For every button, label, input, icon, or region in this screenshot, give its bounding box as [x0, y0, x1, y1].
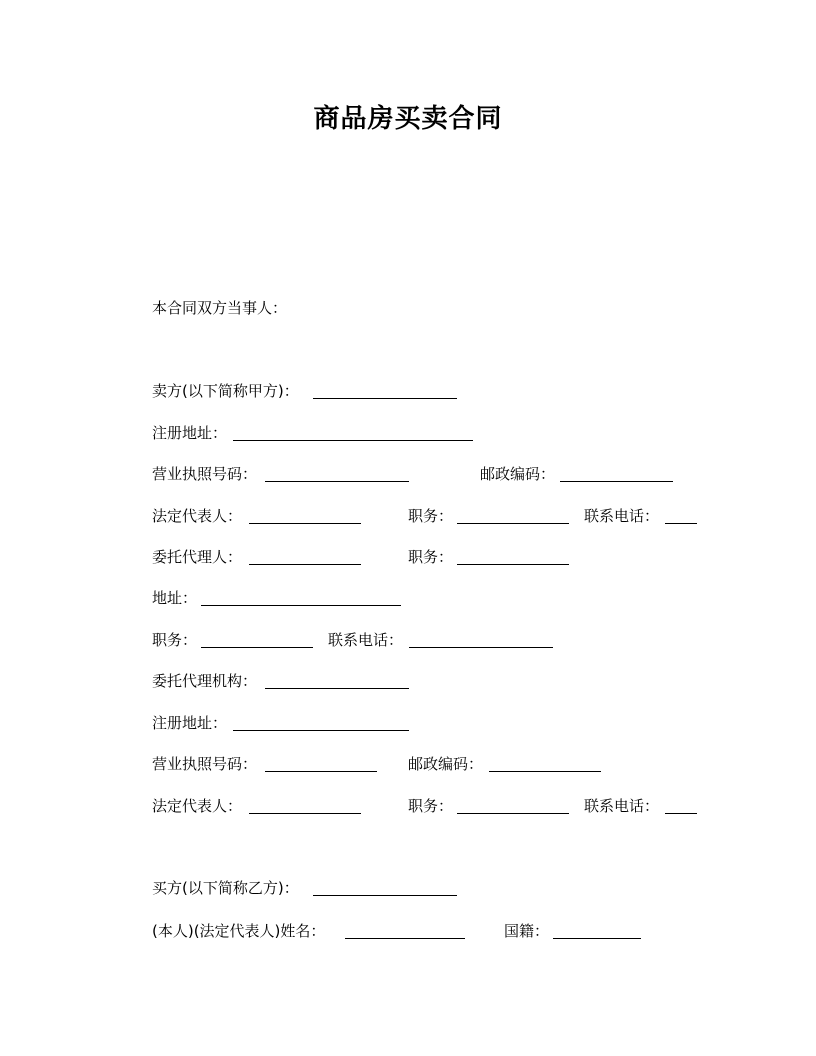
buyer-person-name-label: (本人)(法定代表人)姓名： — [152, 922, 326, 940]
agency-label: 委托代理机构： — [152, 672, 258, 690]
agency-position-blank — [457, 813, 569, 814]
agency-phone-label: 联系电话： — [584, 797, 660, 815]
agency-reg-address-blank — [233, 730, 409, 731]
buyer-person-name-blank — [345, 938, 465, 939]
seller-legal-rep-blank — [249, 523, 361, 524]
seller-position-blank — [457, 523, 569, 524]
agency-reg-address-label: 注册地址： — [152, 714, 228, 732]
agency-position-label: 职务： — [408, 797, 454, 815]
seller-license-blank — [265, 481, 409, 482]
seller-reg-address-blank — [233, 440, 473, 441]
seller-postcode-blank — [560, 481, 673, 482]
seller-position2-blank — [201, 647, 313, 648]
seller-postcode-label: 邮政编码： — [480, 465, 556, 483]
seller-legal-rep-label: 法定代表人： — [152, 507, 243, 525]
agency-postcode-blank — [489, 771, 601, 772]
seller-license-label: 营业执照号码： — [152, 465, 258, 483]
agency-blank — [265, 688, 409, 689]
seller-address-blank — [201, 605, 401, 606]
seller-reg-address-label: 注册地址： — [152, 424, 228, 442]
buyer-nationality-blank — [553, 938, 641, 939]
seller-phone-label: 联系电话： — [584, 507, 660, 525]
seller-agent-label: 委托代理人： — [152, 548, 243, 566]
seller-phone2-label: 联系电话： — [328, 631, 404, 649]
seller-agent-position-blank — [457, 564, 569, 565]
buyer-name-blank — [313, 895, 457, 896]
seller-phone-blank — [665, 523, 697, 524]
agency-postcode-label: 邮政编码： — [408, 755, 484, 773]
seller-label: 卖方(以下简称甲方)： — [152, 382, 299, 400]
seller-phone2-blank — [409, 647, 553, 648]
seller-agent-blank — [249, 564, 361, 565]
agency-license-blank — [265, 771, 377, 772]
buyer-nationality-label: 国籍： — [504, 922, 550, 940]
buyer-label: 买方(以下简称乙方)： — [152, 879, 299, 897]
seller-address-label: 地址： — [152, 589, 198, 607]
seller-name-blank — [313, 398, 457, 399]
agency-legal-rep-blank — [249, 813, 361, 814]
seller-position-label: 职务： — [408, 507, 454, 525]
seller-agent-position-label: 职务： — [408, 548, 454, 566]
agency-license-label: 营业执照号码： — [152, 755, 258, 773]
parties-intro: 本合同双方当事人： — [152, 299, 288, 317]
seller-position2-label: 职务： — [152, 631, 198, 649]
agency-phone-blank — [665, 813, 697, 814]
agency-legal-rep-label: 法定代表人： — [152, 797, 243, 815]
document-title: 商品房买卖合同 — [313, 104, 503, 134]
